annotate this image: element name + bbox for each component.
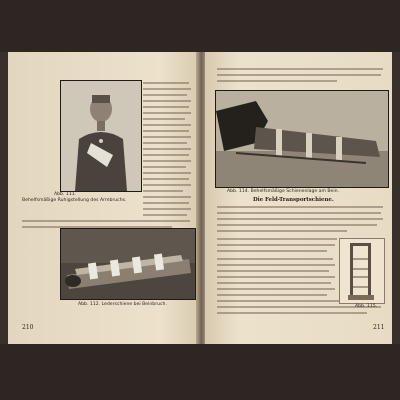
figure-114-photo [215,90,389,188]
figure-111-photo [60,80,142,192]
figure-111-caption: Abb. 111. [54,192,77,197]
figure-115-drawing [339,238,385,304]
figure-115-caption: Abb. 115. [355,304,378,309]
figure-112-caption: Abb. 112. Lederschiene bei Beinbruch. [78,302,167,307]
figure-114-caption: Abb. 114. Behelfsmäßige Schienenlage am Bein. [227,189,340,194]
open-book [0,52,400,344]
section-heading: Die Feld-Transportschiene. [253,197,334,203]
left-page-number: 210 [22,324,34,331]
figure-112-photo [60,228,196,300]
left-page [8,52,198,344]
right-page [205,52,392,344]
figure-111-subcaption: Behelfsmäßige Ruhigstellung des Armbruchs. [22,198,127,203]
right-page-number: 211 [373,324,385,331]
